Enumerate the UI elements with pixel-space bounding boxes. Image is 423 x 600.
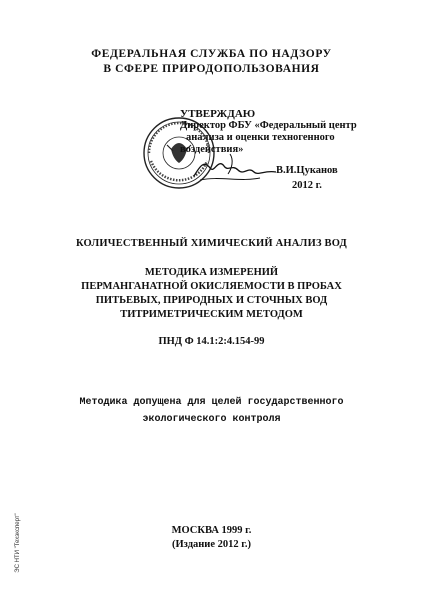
approval-position-line-1: Директор ФБУ «Федеральный центр bbox=[180, 120, 357, 131]
method-title-line-3: ПИТЬЕВЫХ, ПРИРОДНЫХ И СТОЧНЫХ ВОД bbox=[95, 295, 328, 306]
method-title-line-2: ПЕРМАНГАНАТНОЙ ОКИСЛЯЕМОСТИ В ПРОБАХ bbox=[81, 281, 342, 292]
approval-heading: УТВЕРЖДАЮ bbox=[180, 108, 256, 120]
method-title-line-4: ТИТРИМЕТРИЧЕСКИМ МЕТОДОМ bbox=[120, 309, 303, 320]
approval-note-line-1: Методика допущена для целей государственного bbox=[79, 397, 344, 408]
document-type: КОЛИЧЕСТВЕННЫЙ ХИМИЧЕСКИЙ АНАЛИЗ ВОД bbox=[76, 238, 347, 249]
publication-city-year: МОСКВА 1999 г. bbox=[171, 525, 252, 536]
approval-position-line-2: анализа и оценки техногенного bbox=[186, 132, 335, 143]
approval-position-line-3: воздействия» bbox=[180, 144, 244, 155]
handwritten-signature-icon bbox=[190, 146, 280, 186]
agency-name-line-1: ФЕДЕРАЛЬНАЯ СЛУЖБА ПО НАДЗОРУ bbox=[91, 48, 332, 60]
method-title-line-1: МЕТОДИКА ИЗМЕРЕНИЙ bbox=[144, 267, 279, 278]
approval-note-line-2: экологического контроля bbox=[142, 414, 281, 425]
document-code: ПНД Ф 14.1:2:4.154-99 bbox=[158, 336, 265, 347]
watermark-text: ЭС НТИ "Техэксперт" bbox=[15, 513, 21, 573]
edition-note: (Издание 2012 г.) bbox=[172, 539, 251, 550]
approval-year: 2012 г. bbox=[292, 180, 322, 191]
agency-name-line-2: В СФЕРЕ ПРИРОДОПОЛЬЗОВАНИЯ bbox=[103, 63, 320, 75]
approval-signer-name: В.И.Цуканов bbox=[276, 165, 338, 176]
